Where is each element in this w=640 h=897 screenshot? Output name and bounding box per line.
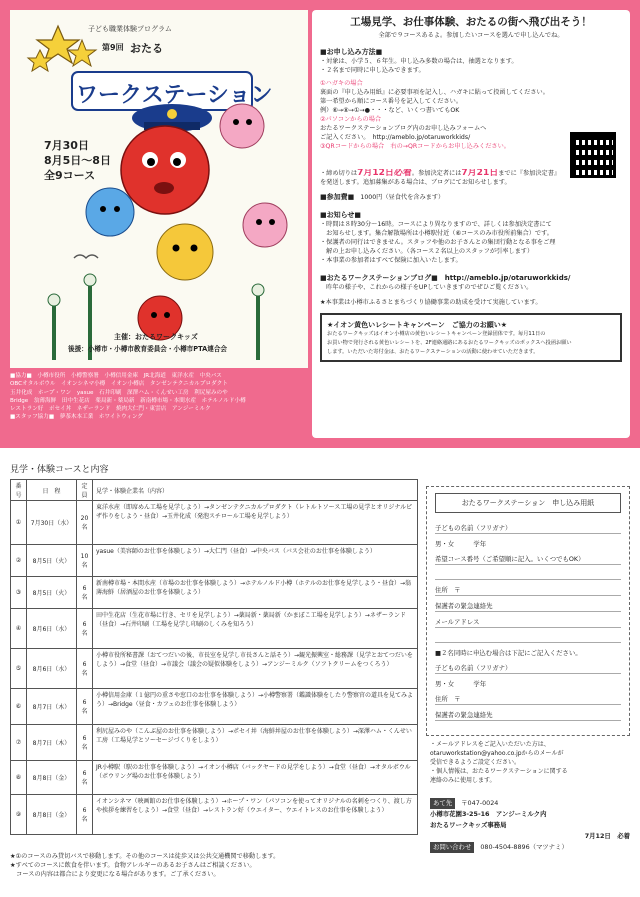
poster-name-main: ワークステーション [76,83,273,108]
blog-heading[interactable]: ■おたるワークステーションブログ■ http://ameblo.jp/otaruworkkids/ [320,274,571,282]
address-label: あて先 [430,798,455,809]
decision-date: 7月21日 [461,169,499,178]
schedule-title: 見学・体験コースと内容 [10,465,109,475]
qr-code-icon[interactable] [570,132,616,178]
campaign-heading: ★イオン黄色いレシートキャンペーン ご協力のお願い★ [327,321,508,329]
notice-line: 解の上お申し込みください。（各コース２名以上のスタッフが引率します） [320,248,534,255]
table-row [11,761,418,795]
course-content: JR小樽駅（駅のお仕事を体験しよう）→イオン小樽店（バックヤードの見学をしよう）→食堂（昼食）→オタルボウル（ボウリング場のお仕事を体験しよう） [93,761,418,795]
address-row [430,798,630,809]
mailing-address [430,798,630,853]
gender-grade-field-2[interactable]: 男・女 学年 [435,680,487,688]
course-capacity: 6名 [77,577,93,609]
course-date: 8月5日（火） [27,545,77,577]
credit-line: OBCオタルボウル イオンシネマ小樽 イオン小樽店 タンゼンテクニカルプロダクト [10,381,228,388]
apply-line: ・対象は、小学５、６年生。申し込み多数の場合は、抽選となります。 [320,58,518,65]
course-date: 8月7日（木） [27,689,77,725]
schedule-section [10,462,418,835]
contact-row [430,842,630,853]
credit-line: 玉井化成 ホープ・ワン yasue 石井印刷 深澤ハム・くんせい工房 利尻屋みのや [10,389,228,396]
info-title: 工場見学、お仕事体験、おたるの街へ飛び出そう！ [350,16,592,28]
course-capacity: 10名 [77,545,93,577]
notice-line: ・本事業の参加者はすべて保険に加入いたします。 [320,257,462,264]
course-no: ② [11,545,27,577]
form-title: おたるワークステーション 申し込み用紙 [435,493,621,513]
apply-heading: ■お申し込み方法■ [320,48,383,56]
poster-name-top: おたる [130,42,163,55]
fee-heading: ■参加費■ [320,193,355,201]
campaign-line: おたるワークキッズはイオン小樽店の黄色いレシートキャンペーン登録団体です。毎月11日の [327,331,546,337]
poster-date-1: 7月30日 [44,139,89,152]
course-date: 8月5日（火） [27,577,77,609]
course-date: 8月8日（金） [27,795,77,835]
method-qr-heading: ③QRコードからの場合 右の→QRコードからお申し込みください。 [320,143,510,150]
email-field[interactable]: メールアドレス [435,617,621,628]
course-content: 小樽市役所秘書課（おてつだいの後、市長室を見学し市長さんと話そう）→観光振興室・総務課（見学とおてつだいをしよう）→食堂（昼食）→市議会（議会の疑似体験をしよう）→アンジーミルク（ソフトクリームをつくろう） [93,649,418,689]
campaign-line: します。いただいた寄付金は、おたるワークステーションの活動に使わせていただきます。 [327,349,539,355]
method-line: 裏面の『申し込み用紙』に必要事項を記入し、ハガキに貼って投函してください。 [320,89,549,96]
pink-mascot [220,104,264,148]
form-note-line: 連絡のみに使用します。 [430,777,496,784]
phone-number[interactable]: 080-4504-8896（マツナミ） [480,843,568,851]
table-header-row [11,480,418,501]
top-section [0,0,640,448]
credit-line: ■協力■ 小樽市役所 小樽警察署 小樽信用金庫 JR北海道 東洋水産 中央バス [10,373,222,379]
deadline-date: 7月12日必着 [357,169,412,178]
child-name-field-2[interactable]: 子どもの名前（フリガナ） [435,663,621,674]
notice-heading: ■お知らせ■ [320,211,362,219]
emergency-field-2[interactable]: 保護者の緊急連絡先 [435,710,621,721]
poster-supporters: 後援：小樽市・小樽市教育委員会・小樽市PTA連合会 [68,345,227,353]
note-line: ★すべてのコースに飲食を伴います。食物アレルギーのあるお子さんはご相談ください。 [10,862,256,869]
application-form [426,486,630,736]
header-no: 番号 [11,480,27,501]
credits [10,372,308,442]
course-no: ⑨ [11,795,27,835]
course-date: 8月6日（水） [27,649,77,689]
star-icon [28,26,96,71]
course-capacity: 6名 [77,689,93,725]
method-line: おたるワークステーションブログ内のお申し込みフォームへ [320,125,487,132]
poster [10,10,308,368]
email-address[interactable]: otaruworkstation@yahoo.co.jpからのメールが [430,750,564,757]
course-no: ⑤ [11,649,27,689]
table-row [11,609,418,649]
course-no: ⑥ [11,689,27,725]
notice-line: お知らせします。集合解散場所は小樽駅付近（⑥コースのみ市役所前集合）です。 [320,230,553,237]
fee-line [320,193,622,202]
course-number-field[interactable]: 希望コース番号（ご希望順に記入。いくつでもOK） [435,554,621,565]
course-date: 8月6日（水） [27,609,77,649]
info-panel [312,10,630,438]
course-date: 8月8日（金） [27,761,77,795]
table-row [11,545,418,577]
course-capacity: 6名 [77,649,93,689]
table-row [11,795,418,835]
table-row [11,649,418,689]
notes [10,852,430,879]
contact-label: お問い合わせ [430,842,474,853]
grant-line: ★本事業は小樽市ふるさとまちづくり協働事業の助成を受けて実施しています。 [320,299,542,306]
course-content: 利尻屋みのや（こんぶ屋のお仕事を体験しよう）→ポセイ丼（海鮮丼屋のお仕事を体験しよう）→深澤ハム・くんせい工房（工場見学とソーセージづくりをしよう） [93,725,418,761]
notice-line: ・保護者の同行はできません。スタッフや他のお子さんとの集団行動となる事をご理 [320,239,556,246]
schedule-table [10,479,418,835]
deadline-line-2: を発送します。追加募集がある場合は、ブログにてお知らせします。 [320,179,511,186]
form-notes [430,740,630,785]
header-date: 日 程 [27,480,77,501]
poster-illustration [10,10,308,368]
credit-line: ■スタッフ協力■ 夢茶木本工業 ホワイトウィング [10,414,144,421]
deadline-post: までに『参加決定書』 [498,170,561,177]
course-number-extra[interactable] [435,570,621,580]
course-content: yasue（美容師のお仕事を体験しよう）→大仁門（昼食）→中央バス（バス会社のお仕事を体験しよう） [93,545,418,577]
poster-dates [44,138,111,183]
campaign-box [320,313,622,362]
course-no: ⑦ [11,725,27,761]
course-content: 東洋水産（即席めん工場を見学しよう）→タンゼンテクニカルプロダクト（レトルトソース工場の見学とオリジナルピザ作りをしよう・昼食）→玉井化成（発泡スチロール工場を見学しよう） [93,501,418,545]
mail-deadline: 7月12日 必着 [584,832,630,840]
course-capacity: 6名 [77,725,93,761]
zip-code: 〒047-0024 [461,799,499,807]
deadline-pre: ・締め切りは [320,170,358,177]
course-no: ③ [11,577,27,609]
course-date: 8月7日（木） [27,725,77,761]
course-no: ① [11,501,27,545]
form-note-line: ・メールアドレスをご記入いただいた方は、 [430,741,550,748]
emergency-field[interactable]: 保護者の緊急連絡先 [435,601,621,612]
child-name-field[interactable]: 子どもの名前（フリガナ） [435,523,621,534]
pink-mascot-2 [243,203,287,247]
gender-grade-field[interactable]: 男・女 学年 [435,540,487,548]
second-child-heading: ■２名同時に申込む場合は下記にご記入ください。 [435,649,582,657]
table-row [11,577,418,609]
course-capacity: 6名 [77,609,93,649]
notice-line: ・時間は８時30分〜16時。コースにより異なりますので、詳しくは参加決定書にて [320,221,552,228]
form-note-line: 受信できるようご設定ください。 [430,759,521,766]
email-extra[interactable] [435,633,621,643]
form-note-line: ・個人情報は、おたるワークステーションに関する [430,768,568,775]
course-date: 7月30日（水） [27,501,77,545]
header-capacity: 定員 [77,480,93,501]
red-mascot [121,126,209,214]
course-content: 田中生花店（生花市場に行き、セリを見学しよう）→薬局新・薬局新（かまぼこ工場を見学しよう）→ネザーランド（昼食）→石井印刷（工場を見学し印刷のしくみを知ろう） [93,609,418,649]
info-subtitle: 全部で９コースあるよ。参加したいコースを選んで申し込んでね。 [378,32,564,39]
table-row [11,725,418,761]
table-row [11,501,418,545]
method-pc-heading: ②パソコンからの場合 [320,116,382,123]
blog-link[interactable]: ご記入ください。 http://ameblo.jp/otaruworkkids/ [320,134,471,141]
yellow-mascot [157,224,213,280]
campaign-line: お買い物で発行される黄色いレシートを、2F連絡通路にあるおたるワークキッズのボックスへ投函お願い [327,340,572,346]
poster-organizer: 主催：おたるワークキッズ [114,333,198,341]
method-line: 第一希望から順にコース番号を記入してください。 [320,98,463,105]
table-row [11,689,418,725]
method-line: 例）⑥→⑧→①→●・・・など、いくつ書いてもOK [320,107,460,114]
poster-date-2: 8月5日〜8日 [44,154,111,167]
course-no: ⑧ [11,761,27,795]
course-capacity: 20名 [77,501,93,545]
note-line: コースの内容は都合により変更になる場合があります。ご了承ください。 [10,871,220,878]
blog-line: 昨年の様子や、これからの様子をUPしていきますのでぜひご覧ください。 [320,284,533,291]
poster-date-3: 全9コース [44,169,96,182]
poster-edition: 第9回 [102,43,124,52]
apply-line: ・２名まで同時に申し込みできます。 [320,67,425,74]
address-text: 小樽市花園3-25-16 アンジーミルク内 [430,810,547,818]
credit-line: Bridge 翁薄海鮮 田中生花店 薬局新・薬局新 新南樽市場・本間水産 ホテルノルド小樽 [10,397,246,404]
note-line: ★①のコースのみ貸切バスで移動します。その他のコースは徒歩又は公共交通機関で移動します。 [10,853,280,860]
course-content: イオンシネマ（映画館のお仕事を体験しよう）→ホープ・ワン（パソコンを使ってオリジナルの名刺をつくり、渡し方や挨拶を練習をしよう）→食堂（昼食）→レストラン好（ウエイター、ウエイトレスのお仕事を体験しよう） [93,795,418,835]
course-capacity: 6名 [77,795,93,835]
course-capacity: 6名 [77,761,93,795]
header-content: 見学・体験企業名（内容） [93,480,418,501]
fee-value: 1000円（昼食代を含みます） [360,194,445,201]
blue-mascot [86,188,134,236]
organization-name: おたるワークキッズ事務局 [430,821,507,829]
course-content: 小樽信用金庫（１億円の重さや窓口のお仕事を体験しよう）→小樽警察署（鑑識体験をしたり警察官の道具を見てみよう）→Bridge（昼食・カフェのお仕事を体験しよう） [93,689,418,725]
course-no: ④ [11,609,27,649]
course-content: 新南樽市場・本間水産（市場のお仕事を体験しよう）→ホテルノルド小樽（ホテルのお仕事を見学しよう・昼食）→翁薄海鮮（居酒屋のお仕事を体験しよう） [93,577,418,609]
address-field[interactable]: 住所 〒 [435,585,621,596]
method-postcard-heading: ①ハガキの場合 [320,80,363,87]
deadline-mid: 。参加決定者には [411,170,462,177]
seagull-icon [74,255,98,258]
poster-program: 子ども職業体験プログラム [88,25,172,33]
address-field-2[interactable]: 住所 〒 [435,694,621,705]
credit-line: レストラン好 ポセイ丼 ネザーランド 焼肉大仁門・東雲店 アンジーミルク [10,406,211,413]
